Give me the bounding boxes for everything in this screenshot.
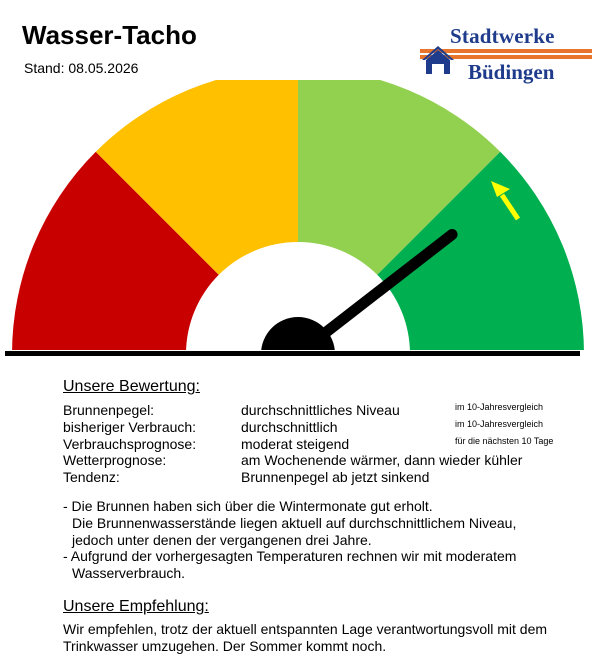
row-note: im 10-Jahresvergleich (455, 418, 544, 429)
row-value: am Wochenende wärmer, dann wieder kühler (241, 452, 523, 469)
bewertung-row (63, 452, 583, 469)
empfehlung-text: Wir empfehlen, trotz der aktuell entspannten Lage verantwortungsvoll mit dem Trinkwasser umzugehen. Der Sommer kommt noch. (63, 621, 548, 654)
row-label: Verbrauchsprognose: (63, 435, 197, 452)
row-label: Wetterprognose: (63, 452, 167, 469)
row-label: Brunnenpegel: (63, 402, 155, 418)
row-label: bisheriger Verbrauch: (63, 418, 197, 435)
bewertung-heading: Unsere Bewertung: (63, 378, 200, 395)
row-note: für die nächsten 10 Tage (455, 435, 554, 446)
page-title: Wasser-Tacho (22, 20, 197, 50)
row-value: durchschnittliches Niveau (241, 402, 400, 418)
bewertung-row (63, 419, 583, 436)
bewertung-row (63, 436, 583, 453)
stadtwerke-logo (416, 22, 592, 86)
row-value: durchschnittlich (241, 418, 338, 435)
empfehlung-heading: Unsere Empfehlung: (63, 598, 209, 615)
gauge-baseline (5, 351, 580, 356)
bewertung-row (63, 469, 583, 486)
bullet-1: - Die Brunnen haben sich über die Wintermonate gut erholt. Die Brunnenwasserstände liegen aktuell auf durchschnittlichem Niveau, jedoch unter denen der vergangenen drei Jahre. (63, 498, 517, 548)
water-gauge (0, 80, 600, 370)
logo-line1: Stadtwerke (450, 24, 555, 48)
logo-line2: Büdingen (468, 60, 555, 84)
row-value: moderat steigend (241, 435, 350, 452)
row-label: Tendenz: (63, 469, 120, 486)
row-note: im 10-Jahresvergleich (455, 402, 544, 412)
bewertung-row (63, 402, 583, 419)
stand-date: Stand: 08.05.2026 (24, 60, 139, 76)
row-value: Brunnenpegel ab jetzt sinkend (241, 469, 430, 486)
bullet-2: - Aufgrund der vorhergesagten Temperaturen rechnen wir mit moderatem Wasserverbrauch. (63, 548, 517, 581)
